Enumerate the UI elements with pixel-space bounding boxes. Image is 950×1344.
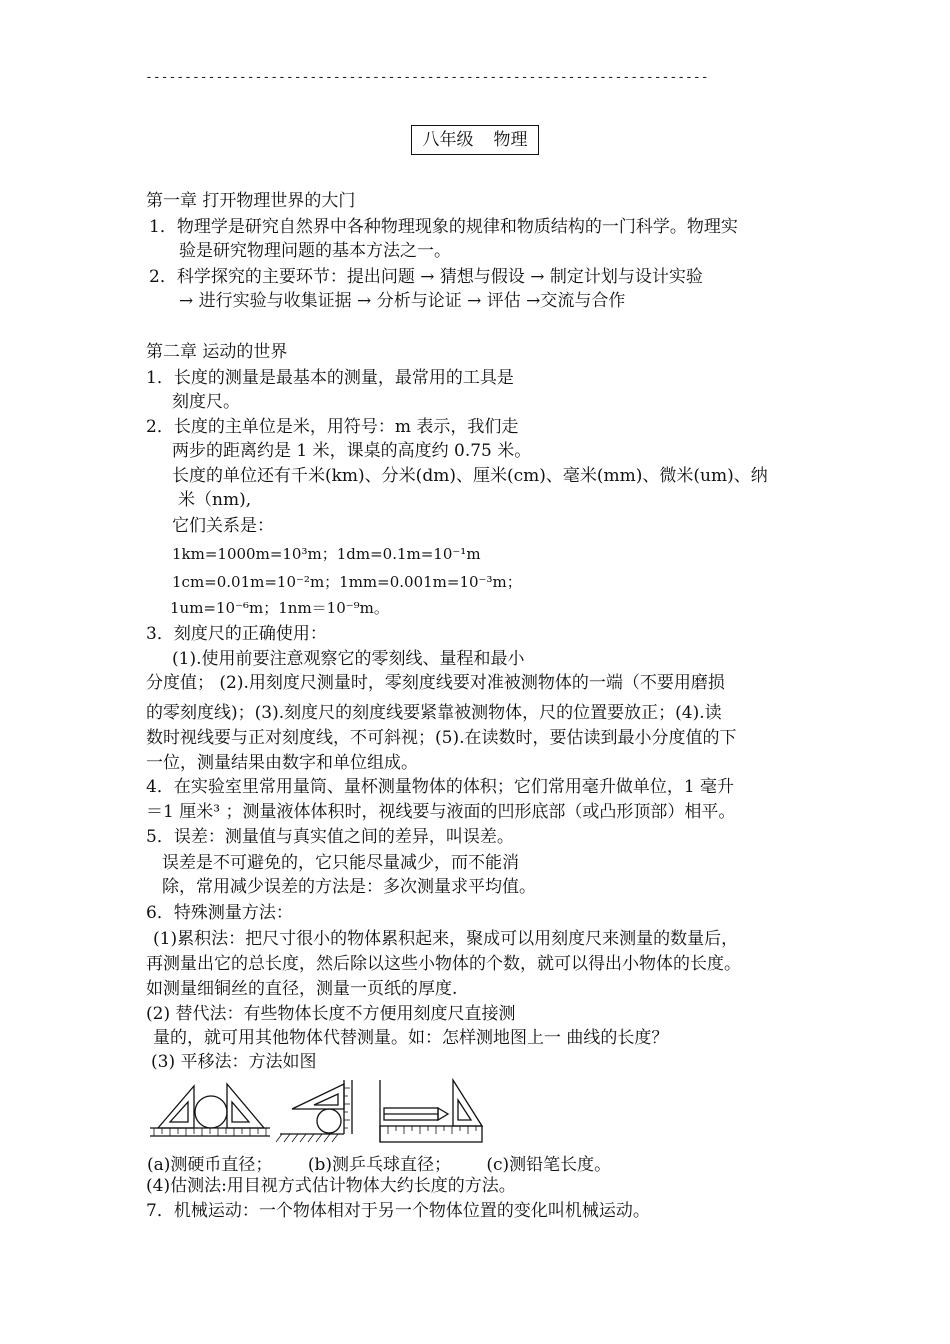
- ch1-line1: 1．物理学是研究自然界中各种物理现象的规律和物质结构的一门科学。物理实: [149, 217, 738, 237]
- ch1-line3: 2．科学探究的主要环节：提出问题 → 猜想与假设 → 制定计划与设计实验: [149, 267, 703, 287]
- ch2-line14: 的零刻度线)；(3).刻度尺的刻度线要紧靠被测物体，尺的位置要放正；(4).读: [146, 703, 722, 723]
- caption-c: (c)测铅笔长度。: [486, 1155, 612, 1175]
- ch2-line24: 再测量出它的总长度，然后除以这些小物体的个数，就可以得出小物体的长度。: [146, 954, 741, 974]
- ch2-line9: 1cm=0.01m=10⁻²m；1mm=0.001m=10⁻³m；: [172, 573, 522, 591]
- ch2-line28: (3) 平移法：方法如图: [151, 1052, 317, 1072]
- figure-captions: [147, 1150, 611, 1175]
- measurement-figures: [148, 1078, 488, 1146]
- ch2-line20: 误差是不可避免的，它只能尽量减少，而不能消: [162, 853, 519, 873]
- ch1-line2: 验是研究物理问题的基本方法之一。: [179, 241, 451, 261]
- ch2-line30: 7．机械运动：一个物体相对于另一个物体位置的变化叫机械运动。: [146, 1201, 650, 1221]
- ch2-line6: 米（nm),: [178, 490, 252, 510]
- ch2-line22: 6．特殊测量方法：: [146, 903, 293, 923]
- ch2-line13: 分度值； (2).用刻度尺测量时，零刻度线要对准被测物体的一端（不要用磨损: [146, 673, 725, 693]
- ch2-line26: (2) 替代法：有些物体长度不方便用刻度尺直接测: [146, 1004, 516, 1024]
- figure-b-pingpong: [276, 1080, 352, 1142]
- ch2-line4: 两步的距离约是 1 米，课桌的高度约 0.75 米。: [172, 441, 532, 461]
- ch2-line23: (1)累积法：把尺寸很小的物体累积起来，聚成可以用刻度尺来测量的数量后，: [153, 929, 739, 949]
- caption-b: (b)测乒乓球直径；: [307, 1155, 451, 1175]
- ch2-line2: 刻度尺。: [172, 392, 240, 412]
- ch2-line8: 1km=1000m=10³m；1dm=0.1m=10⁻¹m: [172, 545, 481, 563]
- top-dash-rule: ------------------------------------------------------------------------: [145, 70, 709, 85]
- ch2-line5: 长度的单位还有千米(km)、分米(dm)、厘米(cm)、毫米(mm)、微米(um)、纳: [172, 466, 768, 486]
- ch2-line10: 1um=10⁻⁶m；1nm＝10⁻⁹m。: [170, 599, 389, 617]
- ch2-line11: 3．刻度尺的正确使用：: [146, 624, 327, 644]
- title-subject: 物理: [493, 130, 528, 150]
- chapter2-heading: 第二章 运动的世界: [146, 342, 288, 362]
- title-grade: 八年级: [422, 130, 474, 150]
- ch2-line15: 数时视线要与正对刻度线，不可斜视；(5).在读数时，要估读到最小分度值的下: [146, 728, 737, 748]
- ch2-line29: (4)估测法:用目视方式估计物体大约长度的方法。: [146, 1176, 516, 1196]
- ch2-line3: 2．长度的主单位是米，用符号：m 表示，我们走: [146, 417, 519, 437]
- ch2-line12: (1).使用前要注意观察它的零刻线、量程和最小: [172, 649, 525, 669]
- figure-c-pencil: [380, 1080, 482, 1142]
- ch2-line1: 1．长度的测量是最基本的测量，最常用的工具是: [146, 368, 514, 388]
- page-title: [411, 125, 539, 155]
- ch2-line25: 如测量细铜丝的直径，测量一页纸的厚度.: [146, 979, 458, 999]
- ch2-line19: 5．误差：测量值与真实值之间的差异，叫误差。: [146, 827, 514, 847]
- ch2-line16: 一位，测量结果由数字和单位组成。: [146, 753, 418, 773]
- caption-a: (a)测硬币直径；: [147, 1155, 273, 1175]
- figure-a-coin: [150, 1084, 270, 1136]
- ch2-line21: 除，常用减少误差的方法是：多次测量求平均值。: [162, 877, 536, 897]
- chapter1-heading: 第一章 打开物理世界的大门: [146, 191, 356, 211]
- ch2-line18: ＝1 厘米³ ；测量液体体积时，视线要与液面的凹形底部（或凸形顶部）相平。: [146, 802, 736, 822]
- ch2-line7: 它们关系是：: [172, 516, 274, 536]
- ch1-line4: → 进行实验与收集证据 → 分析与论证 → 评估 →交流与合作: [179, 291, 626, 311]
- ch2-line17: 4．在实验室里常用量筒、量杯测量物体的体积；它们常用毫升做单位，1 毫升: [146, 777, 735, 797]
- ch2-line27: 量的，就可用其他物体代替测量。如：怎样测地图上一 曲线的长度？: [153, 1028, 669, 1048]
